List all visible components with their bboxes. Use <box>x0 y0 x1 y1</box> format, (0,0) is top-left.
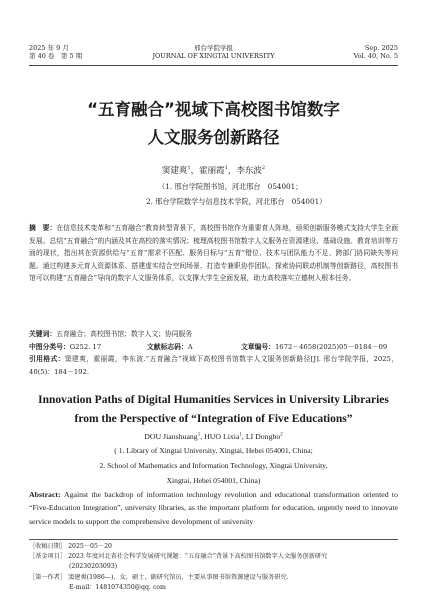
en-title-line1: Innovation Paths of Digital Humanities Services in University Libraries <box>38 394 389 406</box>
en-author-2-sup: 1 <box>239 432 242 438</box>
clc-value: G252. 17 <box>69 343 102 351</box>
en-title-line2: from the Perspective of “Integration of Five Educations” <box>74 413 353 425</box>
footnote-received <box>29 543 398 551</box>
en-abstract-label: Abstract: <box>29 490 61 499</box>
cn-abstract-label: 摘 要： <box>29 224 57 232</box>
en-affiliation-1: ( 1. Library of Xingtai University, Xingtai, Hebei 054001, China; <box>114 446 313 455</box>
footnote-author <box>29 574 398 582</box>
fund-label: ［基金项目］ <box>29 553 67 560</box>
header-vol-en: Vol. 40, No. 5 <box>353 52 398 60</box>
article-number-label: 文章编号： <box>241 343 275 351</box>
clc-item <box>29 341 101 351</box>
citation-label: 引用格式： <box>29 355 65 363</box>
doc-code-item <box>147 341 193 351</box>
cn-abstract-text: 在信息技术变革和“五育融合”教育转型背景下，高校图书馆作为重要育人阵地，亟须创新服务模式支持大学生全面发展。总结“五育融合”的内涵及其在高校的落实情况；梳理高校图书馆数字人文服务在资源建设、基础设施、教育培训等方面的现状，指出其在资源供给与“五育”需求不匹配、服务目标与“五育”错位、技术与团队能力不足、跨部门协同缺失等问题。通过构建多元育人资源体系、搭建虚实结合空间场景、打造专兼职协作团队、探索协同联动机制等创新路径，高校图书馆可以构建“五育融合”导向的数字人文服务体系，以支撑大学生全面发展，助力高校落实立德树人根本任务。 <box>29 224 399 283</box>
footnote-fund <box>29 553 398 561</box>
fund-value: 2023 年度河北省社会科学发展研究课题：“五育融合”背景下高校图书馆数字人文服务创新研究 <box>68 553 328 560</box>
cn-author-sep: ， <box>190 166 200 176</box>
cn-author-3-sup: 2 <box>261 165 266 172</box>
en-author-3: LI Dongbo <box>245 432 281 441</box>
footnote-email: E-mail：1481074350@qq. com <box>69 584 166 591</box>
citation-text: 窦建爽，霍丽霞，李东波.“五育融合”视域下高校图书馆数字人文服务创新路径[J]. 邢台学院学报，2025，40(5)：184－192. <box>29 355 398 376</box>
en-abstract <box>29 488 398 528</box>
en-affiliation-2: 2. School of Mathematics and Information Technology, Xingtai University, <box>99 461 328 470</box>
cn-author-1: 窦建爽 <box>161 166 188 176</box>
cn-keywords-label: 关键词： <box>29 330 57 338</box>
en-author-1-sup: 1 <box>197 432 201 438</box>
en-author-1: DOU Jianshuang <box>144 432 198 441</box>
author-note-value: 窦建爽(1986—)，女，硕士，副研究馆员，主要从事图书馆资源建设与服务研究. <box>68 574 289 581</box>
header-date-cn: 2025 年 9 月 <box>29 44 69 52</box>
cn-author-sep: ， <box>227 166 237 176</box>
cn-author-2: 霍丽霞 <box>199 166 225 176</box>
cn-affiliation-1: （1. 邢台学院图书馆，河北邢台 054001； <box>158 182 303 191</box>
cn-author-3: 李东波 <box>236 166 262 176</box>
en-author-2: HUO Lixia <box>204 432 240 441</box>
article-number-item <box>241 341 387 351</box>
doc-code-value: A <box>187 343 193 351</box>
header-volume-en <box>354 44 398 60</box>
en-authors: DOU Jianshuang$^1$, HUO Lixia$^1$, LI Dongbo$^2$ <box>144 432 283 441</box>
cn-keywords-text: 五育融合；高校图书馆；数字人文；协同服务 <box>56 330 193 338</box>
en-abstract-text: Against the backdrop of information technology revolution and educational transformation oriented to “Five-Education Integration”, university libraries, as the important platform for education, urgently need to innovate service models to support the comprehensive development of university <box>29 490 398 526</box>
en-affiliation-3: Xingtai, Hebei 054001, China) <box>166 476 261 485</box>
footnote-rule <box>29 539 398 540</box>
cn-author-1-sup: 1 <box>187 165 191 172</box>
received-value: 2025－05－20 <box>68 543 112 550</box>
author-note-label: ［第一作者］ <box>29 574 67 581</box>
citation-format <box>29 353 398 378</box>
cn-keywords <box>29 328 398 341</box>
cn-title-line2: 人文服务创新路径 <box>147 128 280 147</box>
header-journal-cn: 邢台学院学报 <box>194 44 233 52</box>
clc-label: 中图分类号： <box>29 343 70 351</box>
en-author-3-sup: 2 <box>280 432 283 438</box>
article-number-value: 1672－4658(2025)05－0184－09 <box>274 343 388 351</box>
cn-abstract <box>29 222 398 285</box>
cn-title-line1: “五育融合”视域下高校图书馆数字 <box>87 100 340 119</box>
received-label: ［收稿日期］ <box>29 543 67 550</box>
cn-authors <box>0 164 427 176</box>
doc-code-label: 文献标志码： <box>147 343 188 351</box>
header-volume-cn: 第 40 卷 第 5 期 <box>29 52 83 60</box>
footnote-fund-number: (20230203093) <box>69 563 118 570</box>
header-rule <box>29 65 398 66</box>
header-journal-en: JOURNAL OF XINGTAI UNIVERSITY <box>152 52 275 60</box>
header-date-en: Sep. 2025 <box>364 44 398 52</box>
cn-affiliation-2: 2. 邢台学院数学与信息技术学院，河北邢台 054001） <box>146 197 327 206</box>
cn-author-2-sup: 1 <box>224 165 228 172</box>
